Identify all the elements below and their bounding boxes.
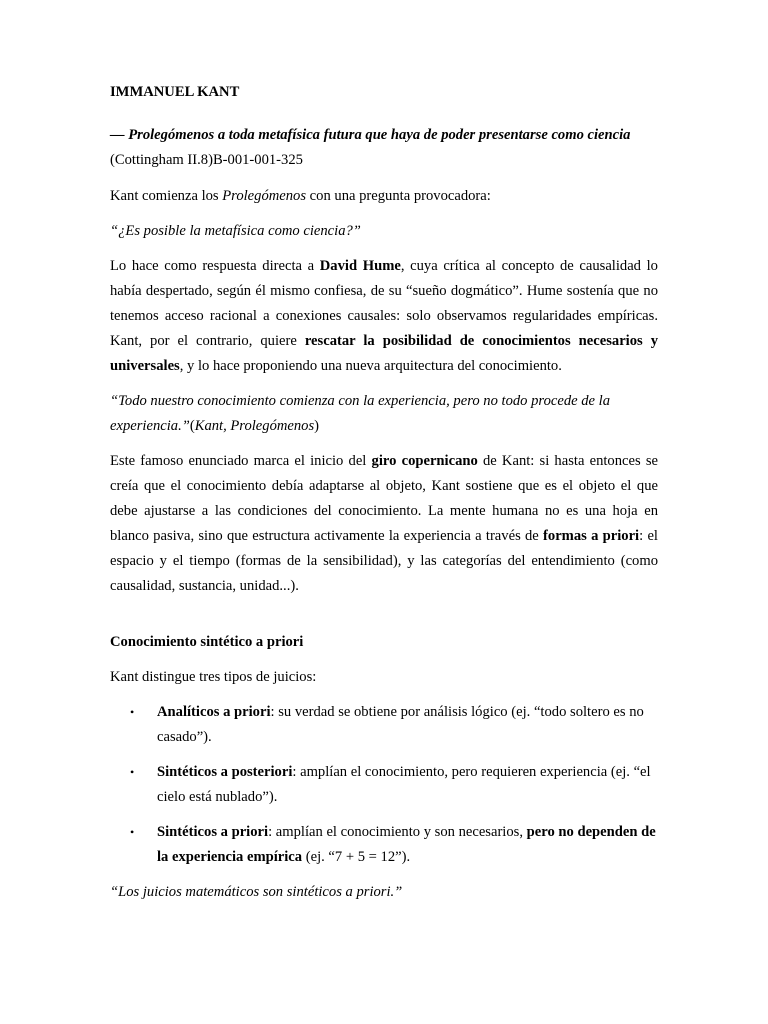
quote-experience bbox=[110, 389, 658, 439]
intro-italic: Prolegómenos bbox=[222, 188, 307, 204]
quote2-paren-close: ) bbox=[314, 418, 320, 434]
para1-text-3: , y lo hace proponiendo una nueva arquitectura del conocimiento. bbox=[179, 358, 562, 374]
paragraph-copernican bbox=[110, 449, 658, 599]
list-item-synthetic-posteriori bbox=[110, 760, 658, 810]
bullet-icon: • bbox=[130, 765, 135, 779]
judgment-types-list bbox=[110, 700, 658, 870]
para2-bold-apriori: formas a priori bbox=[543, 528, 640, 544]
document-title: IMMANUEL KANT bbox=[110, 84, 240, 100]
bullet-icon: • bbox=[130, 825, 135, 839]
list-item-text: : amplían el conocimiento, pero requieren experiencia (ej. “el cielo está nublado”). bbox=[157, 764, 651, 805]
para1-text-1: Lo hace como respuesta directa a bbox=[110, 258, 320, 274]
work-reference: (Cottingham II.8)B-001-001-325 bbox=[110, 152, 303, 168]
work-title: — Prolegómenos a toda metafísica futura que haya de poder presentarse como ciencia bbox=[110, 127, 631, 143]
para2-text-2: de Kant: si hasta entonces se creía que el conocimiento debía adaptarse al objeto, Kant sostiene que es el objeto el que debe ajustarse a las condiciones del conocimiento. La mente humana no es una hoja en blanco pasiva, sino que estructura activamente la experiencia a través de bbox=[110, 453, 658, 544]
para2-text-3: : el espacio y el tiempo (formas de la sensibilidad), y las categorías del entendimiento (como causalidad, sustancia, unidad...). bbox=[110, 528, 658, 594]
paragraph-hume bbox=[110, 254, 658, 379]
work-subtitle bbox=[110, 123, 658, 173]
list-item-synthetic-priori bbox=[110, 820, 658, 870]
para2-bold-copernican: giro copernicano bbox=[371, 453, 478, 469]
list-item-bold-emphasis: pero no dependen de la experiencia empírica bbox=[157, 824, 656, 865]
intro-paragraph bbox=[110, 184, 658, 209]
section-heading: Conocimiento sintético a priori bbox=[110, 634, 304, 650]
list-item-text: : su verdad se obtiene por análisis lógico (ej. “todo soltero es no casado”). bbox=[157, 704, 644, 745]
quote-mathematics: “Los juicios matemáticos son sintéticos a priori.” bbox=[110, 884, 403, 900]
document-body bbox=[110, 80, 658, 915]
list-item-term: Sintéticos a priori bbox=[157, 824, 269, 840]
list-item-text-end: (ej. “7 + 5 = 12”). bbox=[302, 849, 411, 865]
list-item-term: Sintéticos a posteriori bbox=[157, 764, 293, 780]
quote2-citation: Kant, Prolegómenos bbox=[194, 418, 315, 434]
para2-text-1: Este famoso enunciado marca el inicio del bbox=[110, 453, 372, 469]
para1-text-2: , cuya crítica al concepto de causalidad lo había despertado, según él mismo confiesa, de su “sueño dogmático”. Hume sostenía que no tenemos acceso racional a conexiones causales: solo observamos regularidades empíricas. Kant, por el contrario, quiere bbox=[110, 258, 658, 349]
quote2-paren-open: ( bbox=[189, 418, 195, 434]
quote2-italic: “Todo nuestro conocimiento comienza con la experiencia, pero no todo procede de la experiencia.” bbox=[110, 393, 611, 434]
list-item-analytic bbox=[110, 700, 658, 750]
bullet-icon: • bbox=[130, 705, 135, 719]
quote-metaphysics: “¿Es posible la metafísica como ciencia?” bbox=[110, 223, 361, 239]
intro-text: Kant comienza los bbox=[110, 188, 223, 204]
list-item-term: Analíticos a priori bbox=[157, 704, 271, 720]
list-item-text: : amplían el conocimiento y son necesarios, bbox=[268, 824, 527, 840]
para1-bold-hume: David Hume bbox=[319, 258, 401, 274]
intro-text-end: con una pregunta provocadora: bbox=[306, 188, 491, 204]
para1-bold-rescue: rescatar la posibilidad de conocimientos necesarios y universales bbox=[110, 333, 659, 374]
section-intro: Kant distingue tres tipos de juicios: bbox=[110, 669, 317, 685]
